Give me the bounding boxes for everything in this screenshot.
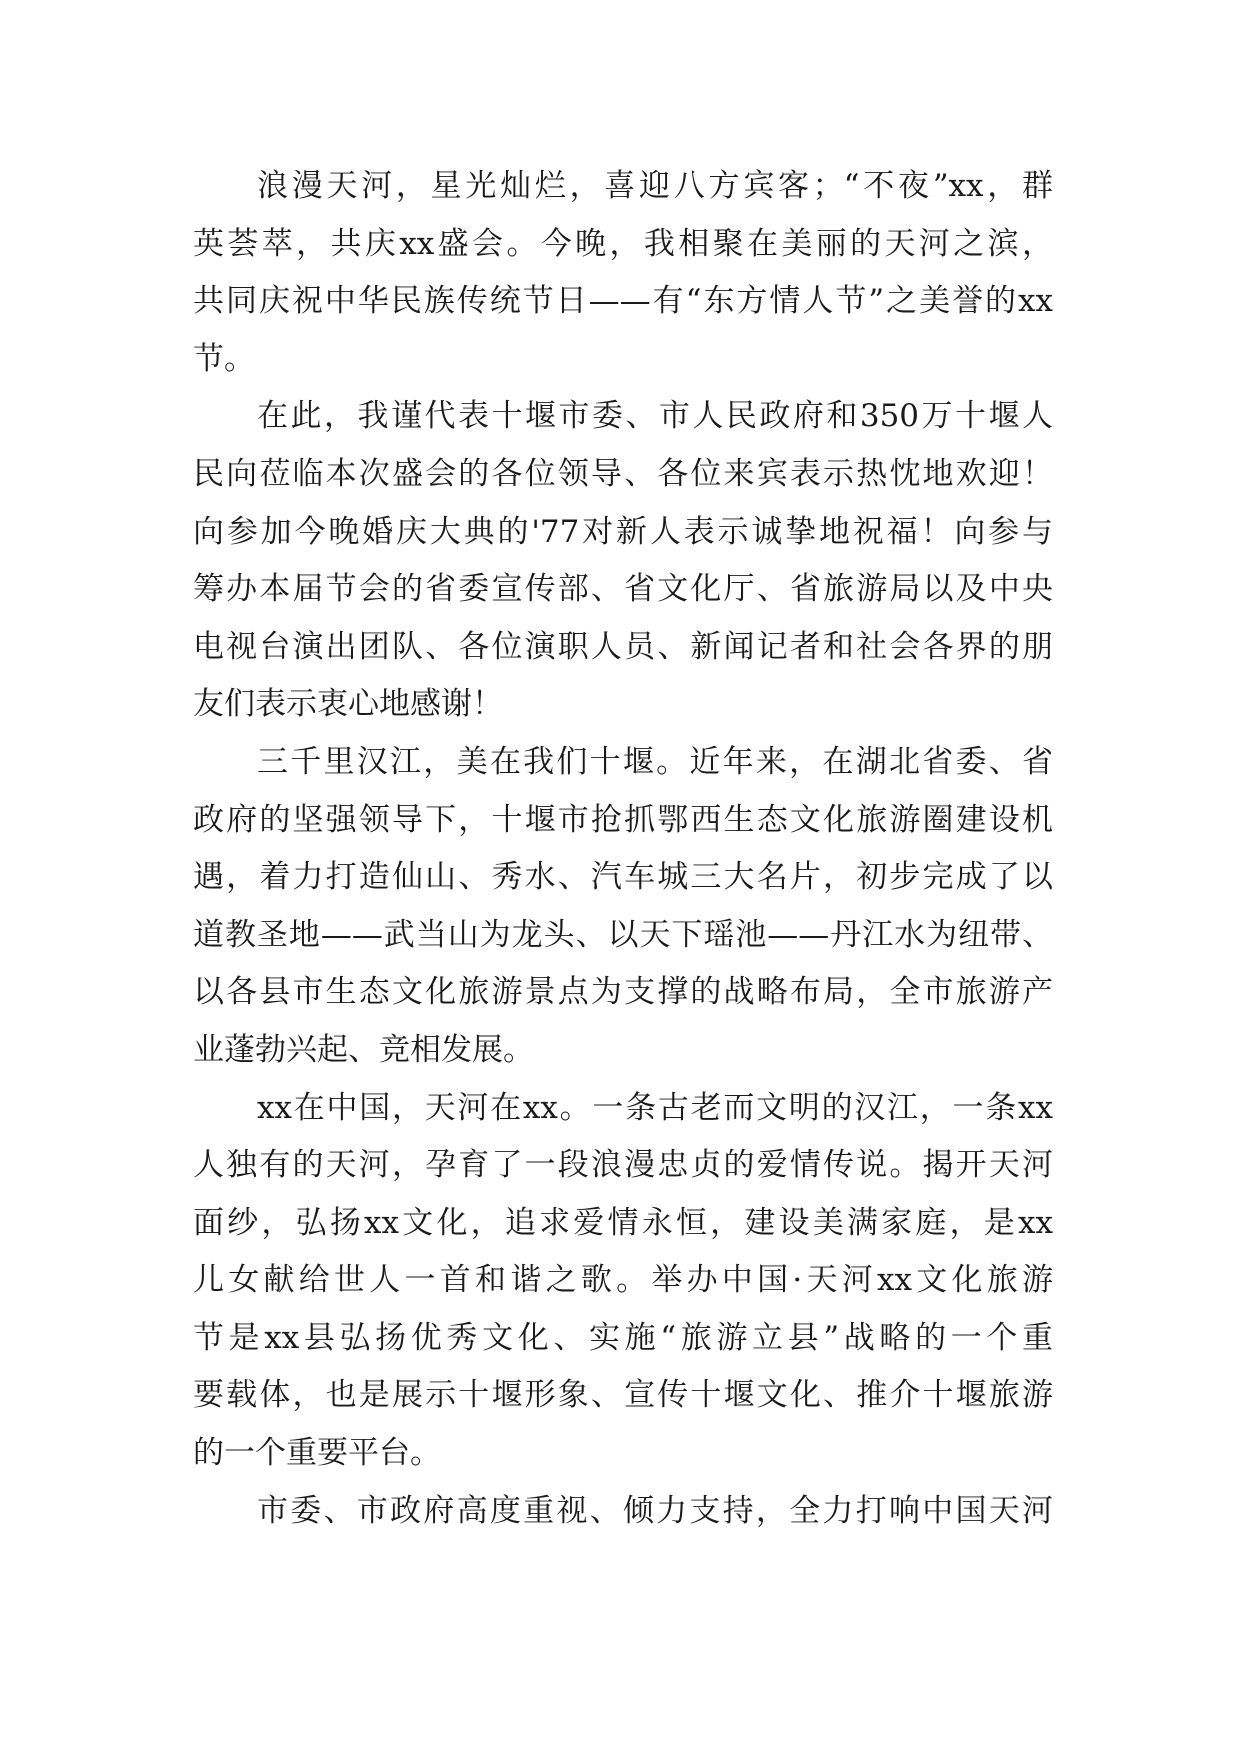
paragraph-2-line-1: 在此，我谨代表十堰市委、市人民政府和350万十堰人 <box>257 398 1053 435</box>
paragraph-4-line-5: 节是xx县弘扬优秀文化、实施“旅游立县”战略的一个重 <box>193 1319 1053 1356</box>
paragraph-3-line-6: 业蓬勃兴起、竞相发展。 <box>193 1031 534 1068</box>
paragraph-4-line-6: 要载体，也是展示十堰形象、宣传十堰文化、推介十堰旅游 <box>193 1377 1053 1414</box>
paragraph-1-line-4: 节。 <box>193 340 255 377</box>
paragraph-2-line-4: 筹办本届节会的省委宣传部、省文化厅、省旅游局以及中央 <box>193 571 1053 608</box>
document-body <box>193 158 1053 1540</box>
paragraph-2-line-2: 民向莅临本次盛会的各位领导、各位来宾表示热忱地欢迎！ <box>193 455 1053 492</box>
paragraph-4-line-1: xx在中国，天河在xx。一条古老而文明的汉江，一条xx <box>257 1089 1053 1126</box>
paragraph-1-line-3: 共同庆祝中华民族传统节日——有“东方情人节”之美誉的xx <box>193 283 1053 320</box>
paragraph-4-line-3: 面纱，弘扬xx文化，追求爱情永恒，建设美满家庭，是xx <box>193 1204 1053 1241</box>
paragraph-5-line-1: 市委、市政府高度重视、倾力支持，全力打响中国天河 <box>257 1492 1053 1529</box>
paragraph-4-line-2: 人独有的天河，孕育了一段浪漫忠贞的爱情传说。揭开天河 <box>193 1147 1053 1184</box>
paragraph-2-line-6: 友们表示衷心地感谢！ <box>193 686 503 723</box>
paragraph-4-line-4: 儿女献给世人一首和谐之歌。举办中国·天河xx文化旅游 <box>193 1262 1053 1299</box>
paragraph-3-line-1: 三千里汉江，美在我们十堰。近年来，在湖北省委、省 <box>257 743 1053 780</box>
paragraph-1-line-1: 浪漫天河，星光灿烂，喜迎八方宾客；“不夜”xx，群 <box>257 168 1053 204</box>
paragraph-3-line-2: 政府的坚强领导下，十堰市抢抓鄂西生态文化旅游圈建设机 <box>193 801 1053 838</box>
paragraph-2-line-3: 向参加今晚婚庆大典的'77对新人表示诚挚地祝福！向参与 <box>193 513 1053 550</box>
paragraph-3-line-5: 以各县市生态文化旅游景点为支撑的战略布局，全市旅游产 <box>193 974 1053 1011</box>
paragraph-4-line-7: 的一个重要平台。 <box>193 1435 441 1472</box>
paragraph-3-line-4: 道教圣地——武当山为龙头、以天下瑶池——丹江水为纽带、 <box>193 916 1053 953</box>
paragraph-3-line-3: 遇，着力打造仙山、秀水、汽车城三大名片，初步完成了以 <box>193 859 1053 896</box>
paragraph-1-line-2: 英荟萃，共庆xx盛会。今晚，我相聚在美丽的天河之滨， <box>193 225 1053 262</box>
paragraph-2-line-5: 电视台演出团队、各位演职人员、新闻记者和社会各界的朋 <box>193 628 1053 665</box>
